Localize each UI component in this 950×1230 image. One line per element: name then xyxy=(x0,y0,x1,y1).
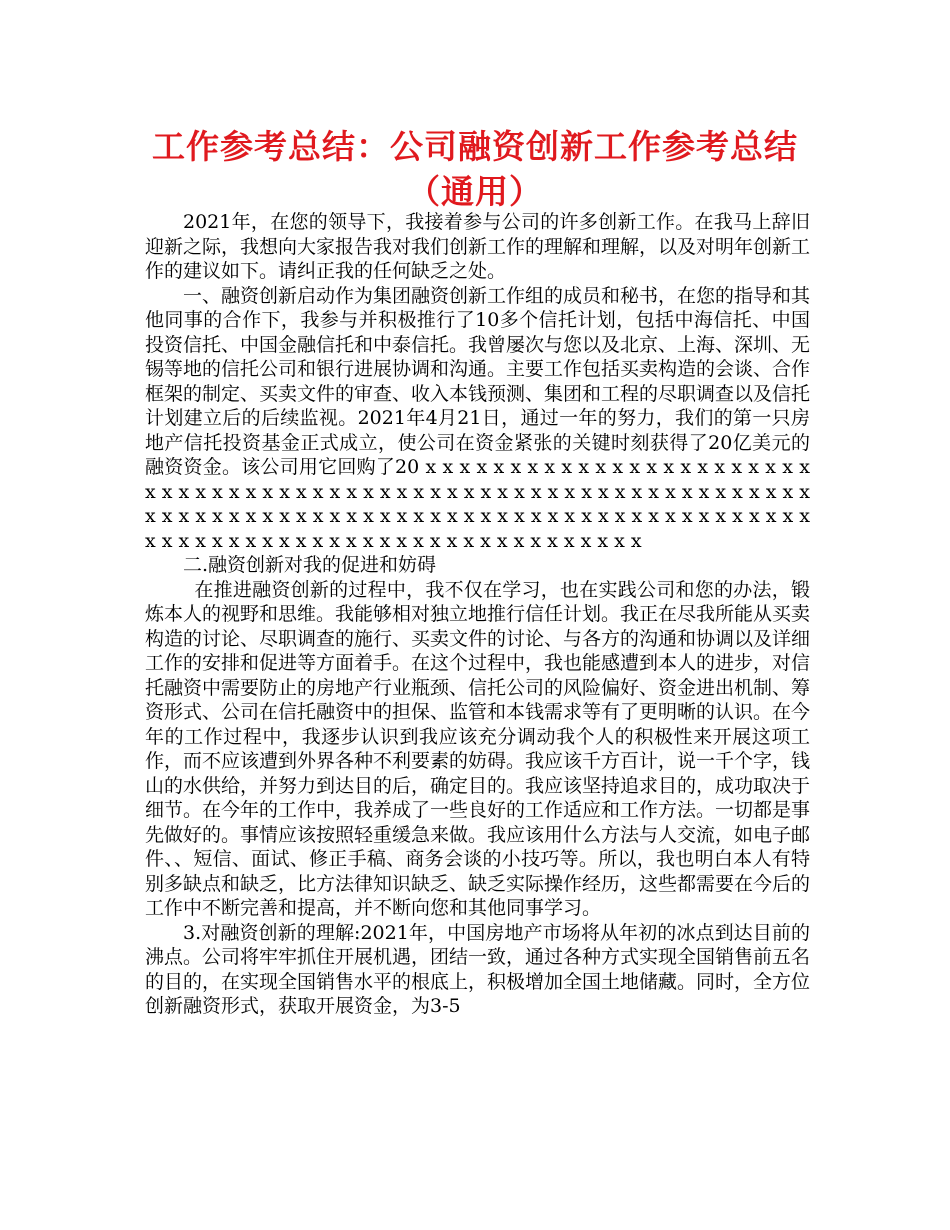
paragraph-section-3: 3.对融资创新的理解:2021年，中国房地产市场将从年初的冰点到达目前的沸点。公司将牢牢抓住开展机遇，团结一致，通过各种方式实现全国销售前五名的目的，在实现全国销售水平的根底上，积极增加全国土地储藏。同时，全方位创新融资形式，获取开展资金，为3-5 xyxy=(145,921,811,1017)
document-title: 工作参考总结：公司融资创新工作参考总结（通用） xyxy=(152,127,798,211)
section-heading-2: 二.融资创新对我的促进和妨碍 xyxy=(183,554,437,576)
paragraph-intro: 2021年，在您的领导下，我接着参与公司的许多创新工作。在我马上辞旧迎新之际，我想向大家报告我对我们创新工作的理解和理解，以及对明年创新工作的建议如下。请纠正我的任何缺乏之处。 xyxy=(145,211,811,282)
document-body xyxy=(145,210,810,1019)
paragraph-section-2: 在推进融资创新的过程中，我不仅在学习，也在实践公司和您的办法，锻炼本人的视野和思维。我能够相对独立地推行信任计划。我正在尽我所能从买卖构造的讨论、尽职调查的施行、买卖文件的讨论、与各方的沟通和协调以及详细工作的安排和促进等方面着手。在这个过程中，我也能感遭到本人的进步，对信托融资中需要防止的房地产行业瓶颈、信托公司的风险偏好、资金进出机制、筹资形式、公司在信托融资中的担保、监管和本钱需求等有了更明晰的认识。在今年的工作过程中，我逐步认识到我应该充分调动我个人的积极性来开展这项工作，而不应该遭到外界各种不利要素的妨碍。我应该千方百计，说一千个字，钱山的水供给，并努力到达目的后，确定目的。我应该坚持追求目的，成功取决于细节。在今年的工作中，我养成了一些良好的工作适应和工作方法。一切都是事先做好的。事情应该按照轻重缓急来做。我应该用什么方法与人交流，如电子邮件、、短信、面试、修正手稿、商务会谈的小技巧等。所以，我也明白本人有特别多缺点和缺乏，比方法律知识缺乏、缺乏实际操作经历，这些都需要在今后的工作中不断完善和提高，并不断向您和其他同事学习。 xyxy=(145,578,811,919)
paragraph-section-1: 一、融资创新启动作为集团融资创新工作组的成员和秘书，在您的指导和其他同事的合作下，我参与并积极推行了10多个信托计划，包括中海信托、中国投资信托、中国金融信托和中泰信托。我曾屡次与您以及北京、上海、深圳、无锡等地的信托公司和银行进展协调和沟通。主要工作包括买卖构造的会谈、合作框架的制定、买卖文件的审查、收入本钱预测、集团和工程的尽职调查以及信托计划建立后的后续监视。2021年4月21日，通过一年的努力，我们的第一只房地产信托投资基金正式成立，使公司在资金紧张的关键时刻获得了20亿美元的融资资金。该公司用它回购了20 x x x x x x x x x x x x x x x x x x x x x x x x x x x x x x x x x x x x x x x x x x x x x x x x x x x x x x x x x x x x x x x x x x x x x x x x x x x x x x x x x x x x x x x x x x x x x x x x x x x x x x x x x x x x x x x x x x x x x x x x x x x x x x x x x x x x x xyxy=(145,284,811,552)
